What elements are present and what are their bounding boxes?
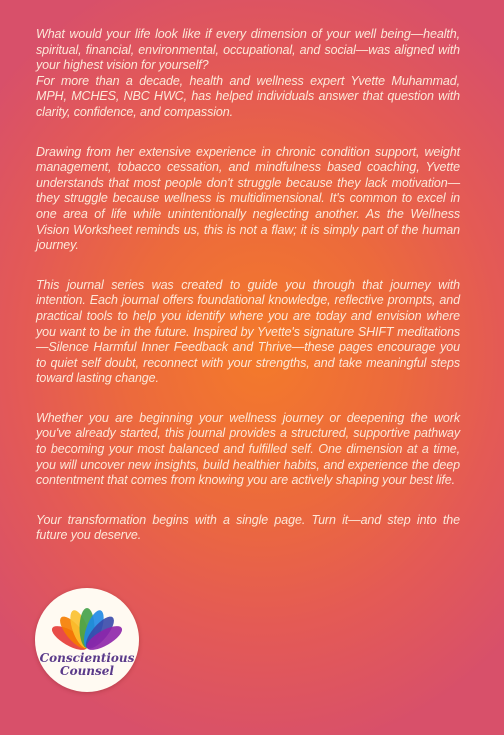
paragraph-journal-series: This journal series was created to guide you through that journey with intention. Each journal offers foundational knowledge, reflective prompts, and practical tools to help you identify where you are today and envision where you want to be in the future. Inspired by Yvette's signature SHIFT meditations—Silence Harmful Inner Feedback and Thrive—these pages encourage you to quiet self doubt, reconnect with your strengths, and take meaningful steps toward lasting change. [36, 277, 460, 386]
cover-copy [36, 27, 460, 544]
paragraph-intro-question: What would your life look like if every dimension of your well being—health, spiritual, financial, environmental, occupational, and social—was aligned with your highest vision for yourself? [36, 27, 460, 73]
paragraph-experience: Drawing from her extensive experience in chronic condition support, weight management, tobacco cessation, and mindfulness based coaching, Yvette understands that most people don't struggle because they lack motivation—they struggle because wellness is multidimensional. It's common to excel in one area of life while unintentionally neglecting another. As the Wellness Vision Worksheet reminds us, this is not a flaw; it is simply part of the human journey. [36, 144, 460, 253]
logo-text-line1: Conscientious [39, 651, 135, 665]
paragraph-wellness-journey: Whether you are beginning your wellness journey or deepening the work you've already started, this journal provides a structured, supportive pathway to becoming your most balanced and fulfilled self. One dimension at a time, you will uncover new insights, build healthier habits, and experience the deep contentment that comes from knowing you are actively shaping your best life. [36, 410, 460, 488]
logo-text-line2: Counsel [60, 664, 114, 678]
paragraph-intro-expert: For more than a decade, health and wellness expert Yvette Muhammad, MPH, MCHES, NBC HWC, has helped individuals answer that question with clarity, confidence, and compassion. [36, 73, 460, 119]
conscientious-counsel-logo [35, 588, 139, 692]
paragraph-closing: Your transformation begins with a single page. Turn it—and step into the future you deserve. [36, 512, 460, 543]
